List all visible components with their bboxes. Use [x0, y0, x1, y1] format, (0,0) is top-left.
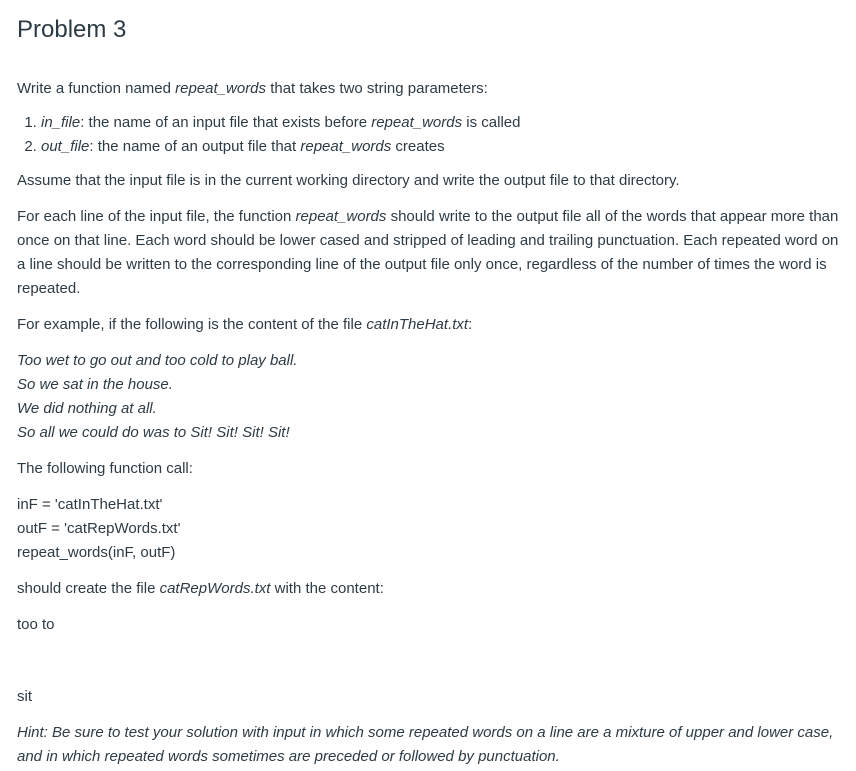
function-name: repeat_words [300, 138, 392, 155]
example-text-after: : [468, 316, 473, 333]
file-name: catInTheHat.txt [366, 316, 469, 333]
create-text-after: with the content: [270, 580, 384, 597]
function-name: repeat_words [371, 114, 463, 131]
param-desc-b: creates [391, 138, 445, 155]
function-name: repeat_words [175, 80, 267, 97]
param-desc-b: is called [462, 114, 521, 131]
code-block [17, 493, 840, 565]
poem-line: So all we could do was to Sit! Sit! Sit! Sit! [17, 424, 290, 441]
parameter-list [17, 111, 840, 159]
create-paragraph [17, 577, 840, 601]
poem-line: Too wet to go out and too cold to play ball. [17, 352, 298, 369]
hint-paragraph: Hint: Be sure to test your solution with input in which some repeated words on a line are a mixture of upper and lower case, and in which repeated words sometimes are preceded or followed by punctuation. [17, 724, 834, 765]
param-name: out_file [41, 138, 90, 155]
assume-paragraph: Assume that the input file is in the current working directory and write the output file to that directory. [17, 172, 680, 189]
intro-text-before: Write a function named [17, 80, 176, 97]
output-line: sit [17, 688, 32, 705]
desc-text-before: For each line of the input file, the function [17, 208, 296, 225]
param-name: in_file [41, 114, 81, 131]
file-name: catRepWords.txt [159, 580, 271, 597]
page-title: Problem 3 [17, 16, 127, 43]
code-line: outF = 'catRepWords.txt' [17, 520, 181, 537]
intro-text-after: that takes two string parameters: [266, 80, 488, 97]
example-paragraph [17, 313, 840, 337]
code-line: inF = 'catInTheHat.txt' [17, 496, 163, 513]
intro-paragraph [17, 77, 840, 101]
create-text-before: should create the file [17, 580, 160, 597]
list-item [41, 135, 840, 159]
poem-line: So we sat in the house. [17, 376, 173, 393]
output-line: too to [17, 616, 55, 633]
description-paragraph [17, 205, 840, 301]
desc-text-after: should write to the output file all of the words that appear more than once on that line. Each word should be lower cased and stripped of leading and trailing punctuation. Each repeated word on a line should be written to the corresponding line of the output file only once, regardless of the number of times the word is repeated. [17, 208, 839, 297]
following-paragraph: The following function call: [17, 460, 193, 477]
param-desc-a: : the name of an output file that [89, 138, 301, 155]
example-text-before: For example, if the following is the content of the file [17, 316, 367, 333]
input-file-content [17, 349, 840, 445]
poem-line: We did nothing at all. [17, 400, 157, 417]
code-line: repeat_words(inF, outF) [17, 544, 176, 561]
param-desc-a: : the name of an input file that exists before [80, 114, 372, 131]
function-name: repeat_words [295, 208, 387, 225]
list-item [41, 111, 840, 135]
